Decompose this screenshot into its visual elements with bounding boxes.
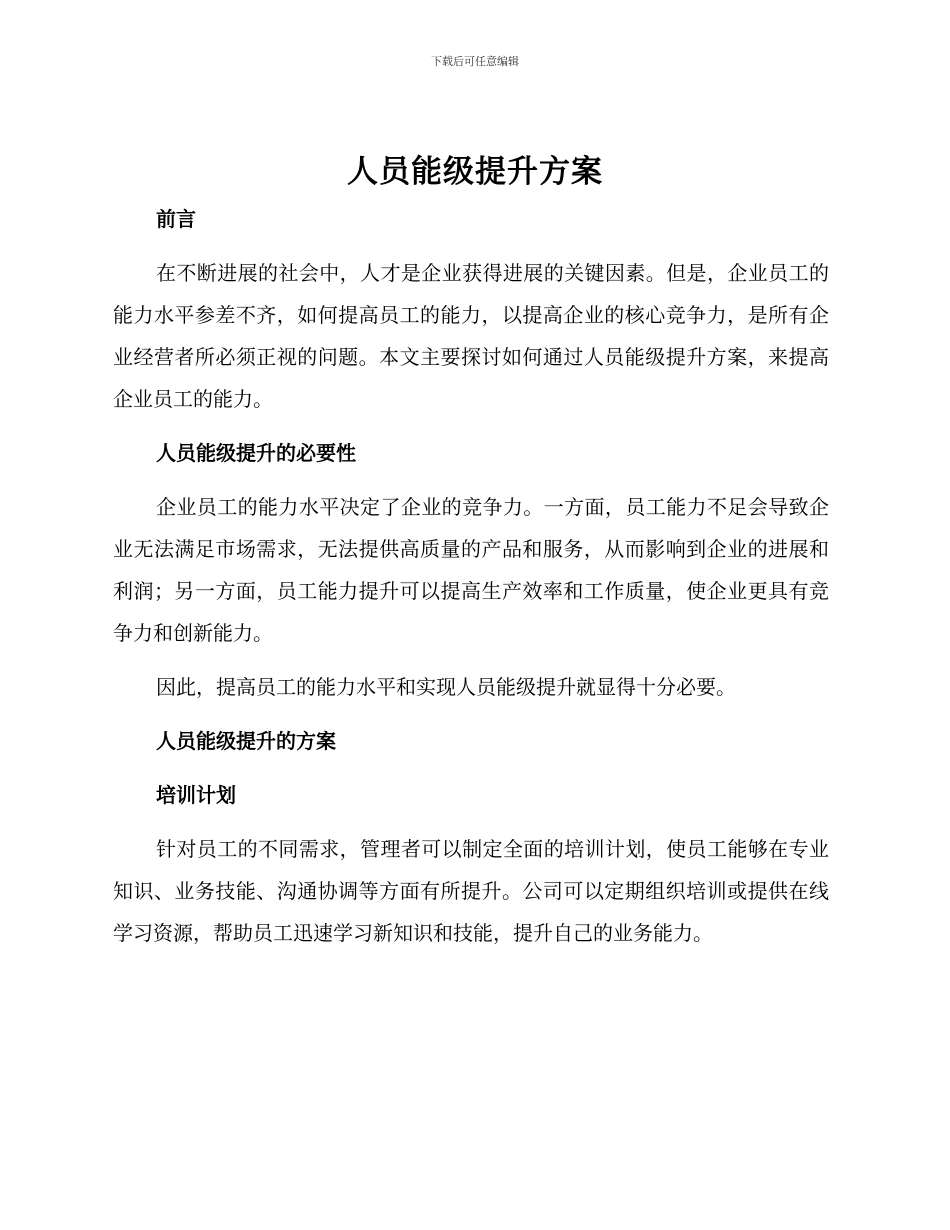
header-note: 下载后可任意编辑 [431, 55, 519, 68]
paragraph-preface: 在不断进展的社会中，人才是企业获得进展的关键因素。但是，企业员工的能力水平参差不齐，如何提高员工的能力，以提高企业的核心竞争力，是所有企业经营者所必须正视的问题。本文主要探讨如何通过人员能级提升方案，来提高企业员工的能力。 [113, 261, 829, 411]
paragraph-necessity-1: 企业员工的能力水平决定了企业的竞争力。一方面，员工能力不足会导致企业无法满足市场需求，无法提供高质量的产品和服务，从而影响到企业的进展和利润；另一方面，员工能力提升可以提高生产效率和工作质量，使企业更具有竞争力和创新能力。 [113, 495, 829, 645]
heading-plan: 人员能级提升的方案 [156, 729, 336, 753]
heading-training-plan: 培训计划 [156, 783, 236, 807]
heading-necessity: 人员能级提升的必要性 [156, 441, 356, 465]
heading-preface: 前言 [156, 207, 196, 231]
document-title: 人员能级提升方案 [347, 154, 603, 190]
paragraph-training-plan: 针对员工的不同需求，管理者可以制定全面的培训计划，使员工能够在专业知识、业务技能、沟通协调等方面有所提升。公司可以定期组织培训或提供在线学习资源，帮助员工迅速学习新知识和技能，提升自己的业务能力。 [113, 837, 829, 945]
paragraph-necessity-2: 因此，提高员工的能力水平和实现人员能级提升就显得十分必要。 [156, 675, 736, 699]
document-body [113, 198, 829, 954]
